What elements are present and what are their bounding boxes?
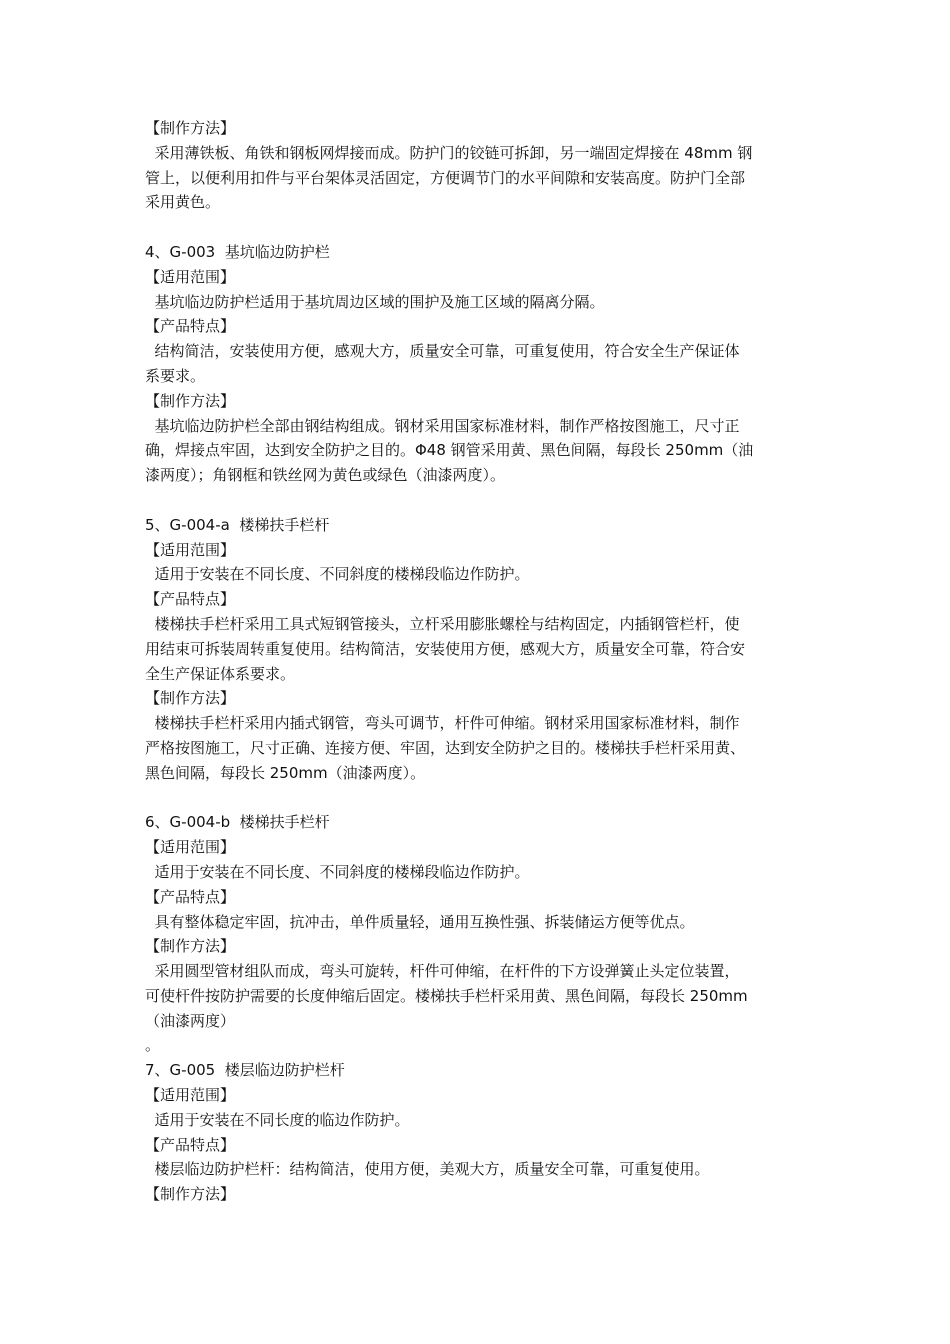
document-page — [145, 116, 810, 1207]
body-text-line: 。 — [145, 1036, 161, 1055]
body-text-line: 楼层临边防护栏杆：结构简洁，使用方便，美观大方，质量安全可靠，可重复使用。 — [145, 1160, 710, 1179]
section-label: 【适用范围】 — [145, 540, 236, 559]
section-label: 【产品特点】 — [145, 1135, 236, 1154]
section-label: 【适用范围】 — [145, 267, 236, 286]
body-text-line: 楼梯扶手栏杆采用内插式钢管，弯头可调节，杆件可伸缩。钢材采用国家标准材料，制作 — [145, 714, 740, 733]
section-heading: 5、G-004-a 楼梯扶手栏杆 — [145, 515, 330, 534]
body-text-line: 管上，以便利用扣件与平台架体灵活固定，方便调节门的水平间隙和安装高度。防护门全部 — [145, 168, 746, 187]
section-label: 【产品特点】 — [145, 590, 236, 609]
section-label: 【产品特点】 — [145, 887, 236, 906]
body-text-line: 楼梯扶手栏杆采用工具式短钢管接头，立杆采用膨胀螺栓与结构固定，内插钢管栏杆，使 — [145, 614, 740, 633]
body-text-line: 采用薄铁板、角铁和钢板网焊接而成。防护门的铰链可拆卸，另一端固定焊接在 48mm 钢 — [145, 143, 753, 162]
section-label: 【制作方法】 — [145, 689, 236, 708]
section-label: 【适用范围】 — [145, 1086, 236, 1105]
body-text-line: （油漆两度） — [145, 1011, 236, 1030]
section-label: 【制作方法】 — [145, 119, 236, 137]
body-text-line: 采用黄色。 — [145, 193, 221, 212]
paragraph-gap — [145, 488, 810, 513]
body-text-line: 基坑临边防护栏适用于基坑周边区域的围护及施工区域的隔离分隔。 — [145, 292, 605, 311]
body-text-line: 确，焊接点牢固，达到安全防护之目的。Φ48 钢管采用黄、黑色间隔，每段长 250mm（油 — [145, 441, 754, 460]
body-text-line: 用结束可拆装周转重复使用。结构简洁，安装使用方便，感观大方，质量安全可靠，符合安 — [145, 639, 746, 658]
section-heading: 4、G-003 基坑临边防护栏 — [145, 242, 330, 261]
body-text-line: 严格按图施工，尺寸正确、连接方便、牢固，达到安全防护之目的。楼梯扶手栏杆采用黄、 — [145, 738, 746, 757]
section-heading: 7、G-005 楼层临边防护栏杆 — [145, 1061, 345, 1080]
section-label: 【制作方法】 — [145, 391, 236, 410]
body-text-line: 黑色间隔，每段长 250mm（油漆两度）。 — [145, 763, 426, 782]
section-label: 【适用范围】 — [145, 838, 236, 857]
section-label: 【制作方法】 — [145, 937, 236, 956]
body-text-line: 结构简洁，安装使用方便，感观大方，质量安全可靠，可重复使用，符合安全生产保证体 — [145, 342, 740, 361]
body-text-line: 漆两度）；角钢框和铁丝网为黄色或绿色（油漆两度）。 — [145, 466, 506, 485]
paragraph-gap — [145, 215, 810, 240]
body-text-line: 系要求。 — [145, 366, 206, 385]
body-text-line: 适用于安装在不同长度、不同斜度的楼梯段临边作防护。 — [145, 862, 530, 881]
body-text-line: 适用于安装在不同长度、不同斜度的楼梯段临边作防护。 — [145, 565, 530, 584]
body-text-line: 基坑临边防护栏全部由钢结构组成。钢材采用国家标准材料，制作严格按图施工，尺寸正 — [145, 416, 740, 435]
body-text-line: 适用于安装在不同长度的临边作防护。 — [145, 1110, 410, 1129]
section-label: 【产品特点】 — [145, 317, 236, 336]
section-label: 【制作方法】 — [145, 1185, 236, 1204]
body-text-line: 具有整体稳定牢固，抗冲击，单件质量轻，通用互换性强、拆装储运方便等优点。 — [145, 912, 695, 931]
section-heading: 6、G-004-b 楼梯扶手栏杆 — [145, 813, 330, 832]
paragraph-gap — [145, 786, 810, 811]
body-text-line: 可使杆件按防护需要的长度伸缩后固定。楼梯扶手栏杆采用黄、黑色间隔，每段长 250mm — [145, 986, 748, 1005]
body-text-line: 采用圆型管材组队而成，弯头可旋转，杆件可伸缩，在杆件的下方设弹簧止头定位装置， — [145, 962, 740, 981]
body-text-line: 全生产保证体系要求。 — [145, 664, 296, 683]
